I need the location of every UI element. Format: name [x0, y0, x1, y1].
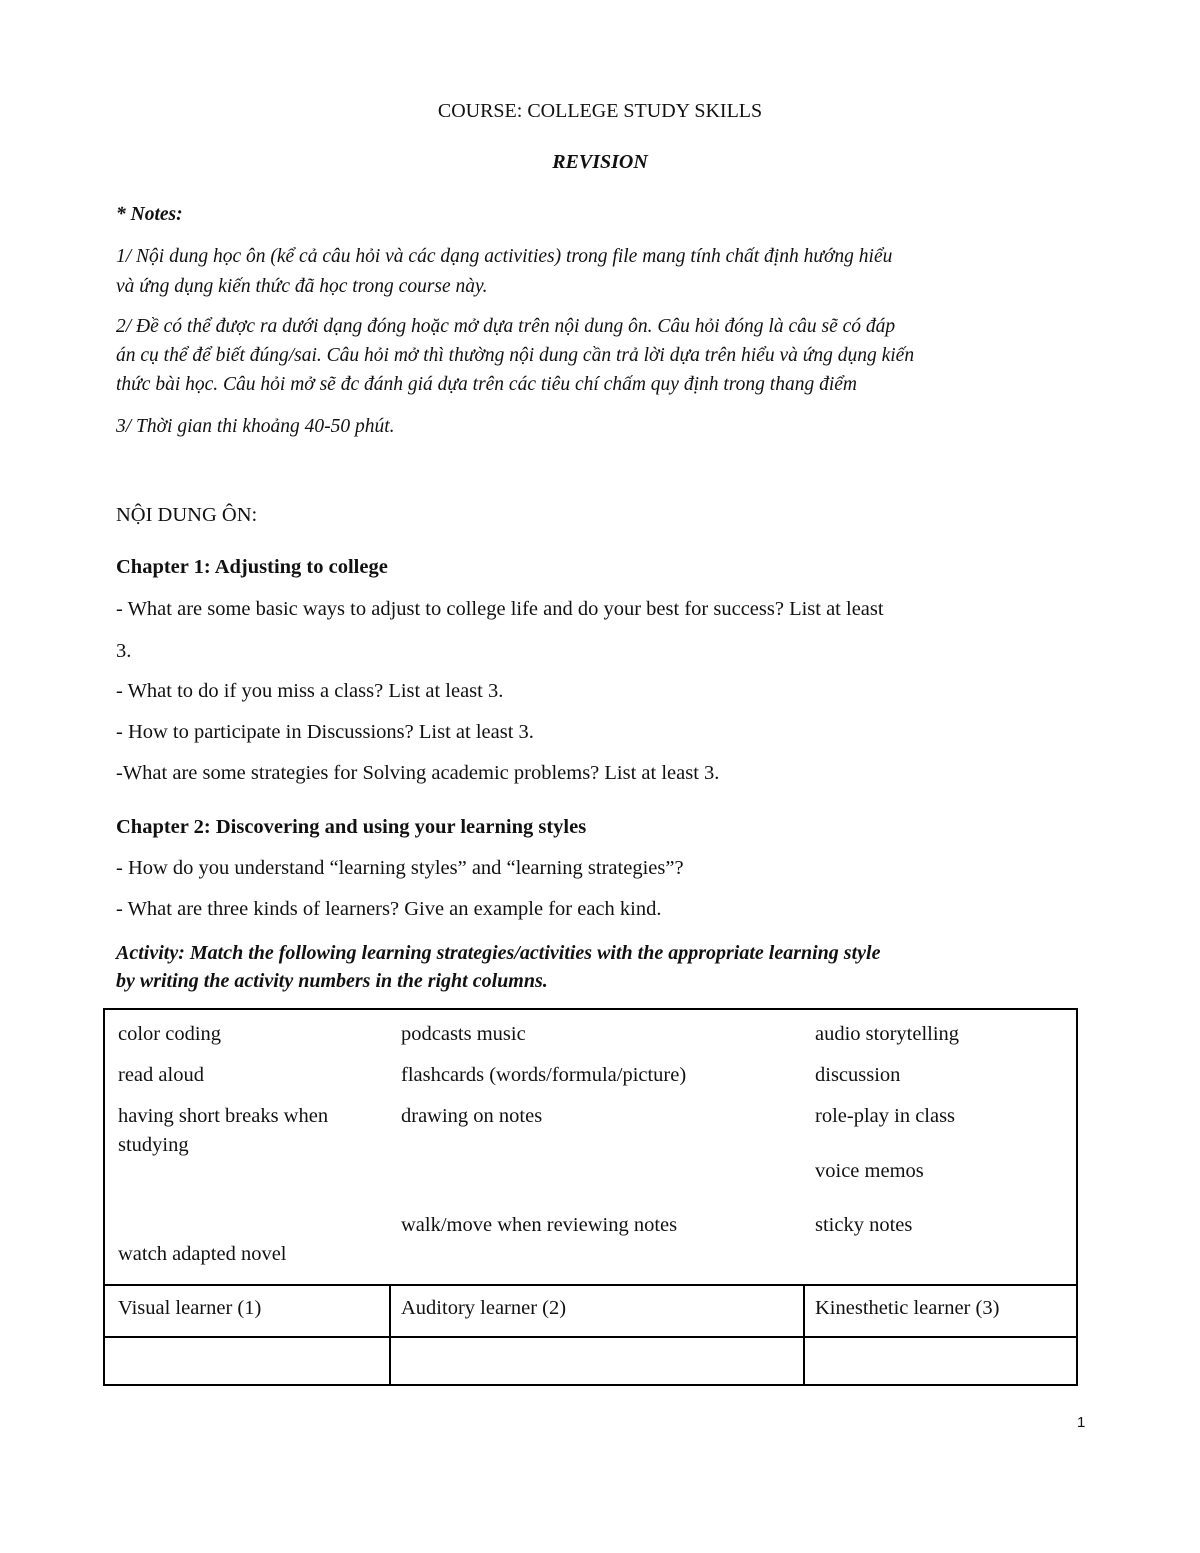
note-1-line-1: 1/ Nội dung học ôn (kể cả câu hỏi và các dạng activities) trong file mang tính chất định hướng hiểu	[116, 246, 893, 267]
chapter-1-question: - What are some basic ways to adjust to college life and do your best for success? List at least	[116, 598, 884, 620]
chapter-1-heading: Chapter 1: Adjusting to college	[116, 556, 388, 578]
activity-items-row	[105, 1010, 1076, 1286]
activity-instruction-line-1: Activity: Match the following learning strategies/activities with the appropriate learning style	[116, 942, 881, 964]
column-divider	[803, 1286, 805, 1384]
activity-item: read aloud	[118, 1064, 204, 1086]
chapter-1-question: - What to do if you miss a class? List at least 3.	[116, 680, 504, 702]
note-2-line-3: thức bài học. Câu hỏi mở sẽ đc đánh giá dựa trên các tiêu chí chấm quy định trong thang điểm	[116, 374, 857, 395]
answer-cell-visual[interactable]	[105, 1338, 389, 1384]
note-3-line-1: 3/ Thời gian thi khoảng 40-50 phút.	[116, 416, 395, 437]
answer-row	[105, 1338, 1076, 1384]
header-auditory-learner: Auditory learner (2)	[401, 1297, 567, 1319]
activity-item: sticky notes	[815, 1214, 913, 1236]
activity-item: discussion	[815, 1064, 901, 1086]
document-subtitle: REVISION	[552, 151, 648, 173]
activity-item: audio storytelling	[815, 1023, 960, 1045]
page-number: 1	[1077, 1414, 1086, 1431]
activity-item: watch adapted novel	[118, 1243, 287, 1265]
activity-item: drawing on notes	[401, 1105, 543, 1127]
note-1-line-2: và ứng dụng kiến thức đã học trong course này.	[116, 276, 488, 297]
notes-heading: * Notes:	[116, 204, 183, 225]
chapter-2-question: - What are three kinds of learners? Give an example for each kind.	[116, 898, 662, 920]
activity-table	[103, 1008, 1078, 1386]
activity-item: podcasts music	[401, 1023, 526, 1045]
note-2-line-1: 2/ Đề có thể được ra dưới dạng đóng hoặc mở dựa trên nội dung ôn. Câu hỏi đóng là câu sẽ có đáp	[116, 316, 896, 337]
activity-item: flashcards (words/formula/picture)	[401, 1064, 687, 1086]
activity-item: voice memos	[815, 1160, 924, 1182]
activity-instruction-line-2: by writing the activity numbers in the right columns.	[116, 970, 548, 992]
answer-cell-kinesthetic[interactable]	[805, 1338, 1076, 1384]
content-heading: NỘI DUNG ÔN:	[116, 504, 258, 526]
header-visual-learner: Visual learner (1)	[118, 1297, 262, 1319]
note-2-line-2: án cụ thể để biết đúng/sai. Câu hỏi mở thì thường nội dung cần trả lời dựa trên hiểu và ứng dụng kiến	[116, 345, 915, 366]
activity-item: walk/move when reviewing notes	[401, 1214, 678, 1236]
document-title: COURSE: COLLEGE STUDY SKILLS	[437, 100, 763, 122]
learner-header-row	[105, 1286, 1076, 1338]
activity-item: studying	[118, 1134, 189, 1156]
chapter-2-question: - How do you understand “learning styles” and “learning strategies”?	[116, 857, 684, 879]
header-kinesthetic-learner: Kinesthetic learner (3)	[815, 1297, 1000, 1319]
activity-item: role-play in class	[815, 1105, 956, 1127]
chapter-1-question: 3.	[116, 640, 132, 662]
chapter-2-heading: Chapter 2: Discovering and using your learning styles	[116, 816, 587, 838]
column-divider	[389, 1286, 391, 1384]
activity-item: color coding	[118, 1023, 222, 1045]
chapter-1-question: - How to participate in Discussions? List at least 3.	[116, 721, 534, 743]
answer-cell-auditory[interactable]	[391, 1338, 803, 1384]
activity-item: having short breaks when	[118, 1105, 329, 1127]
chapter-1-question: -What are some strategies for Solving academic problems? List at least 3.	[116, 762, 720, 784]
